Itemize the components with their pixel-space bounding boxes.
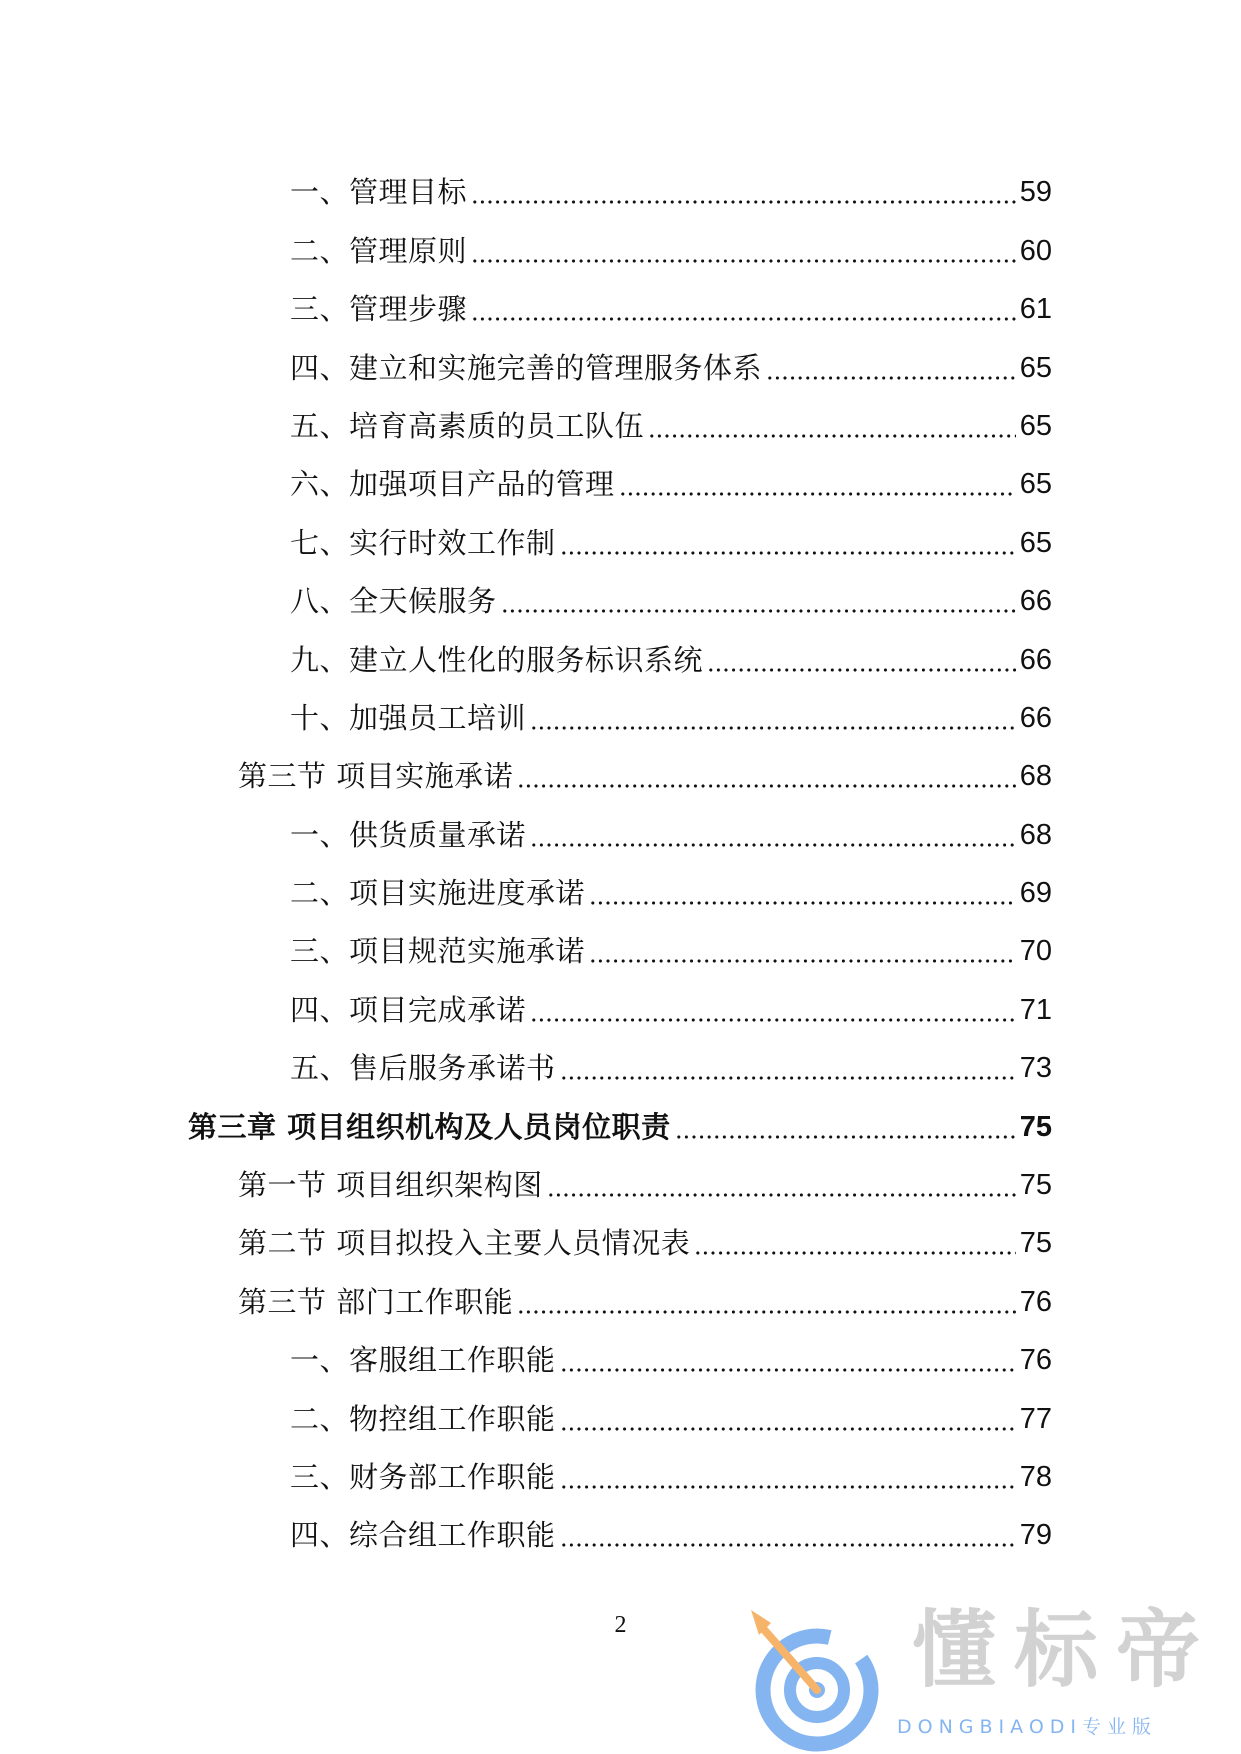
toc-entry-page: 75 <box>1019 1227 1052 1260</box>
toc-entry[interactable] <box>0 1381 1241 1439</box>
page-number: 2 <box>614 1612 627 1638</box>
toc-entry-title: 三、项目规范实施承诺 <box>290 934 586 969</box>
toc-entry-title: 二、管理原则 <box>290 233 468 268</box>
target-arrow-icon <box>745 1590 895 1754</box>
toc-entry-title: 第三章 项目组织机构及人员岗位职责 <box>188 1109 671 1144</box>
toc-entry-title: 四、综合组工作职能 <box>290 1518 556 1553</box>
toc-entry-page: 65 <box>1019 351 1052 384</box>
toc-entry[interactable] <box>0 389 1241 447</box>
toc-dot-leader <box>530 726 1016 730</box>
toc-entry[interactable] <box>0 1440 1241 1498</box>
toc-entry[interactable] <box>0 505 1241 563</box>
toc-entry[interactable] <box>0 1264 1241 1322</box>
toc-entry-page: 66 <box>1019 585 1052 618</box>
toc-entry-title: 五、售后服务承诺书 <box>290 1051 556 1086</box>
toc-entry-page: 73 <box>1019 1052 1052 1085</box>
watermark <box>745 1590 1241 1754</box>
toc-entry[interactable] <box>0 272 1241 330</box>
toc-dot-leader <box>589 959 1016 963</box>
toc-dot-leader <box>517 1310 1016 1314</box>
toc-entry[interactable] <box>0 797 1241 855</box>
toc-dot-leader <box>560 1485 1016 1489</box>
toc-dot-leader <box>707 668 1016 672</box>
toc-entry[interactable] <box>0 1206 1241 1264</box>
toc-entry-page: 65 <box>1019 526 1052 559</box>
toc-dot-leader <box>766 376 1016 380</box>
toc-entry[interactable] <box>0 155 1241 213</box>
toc-entry-page: 71 <box>1019 993 1052 1026</box>
toc-entry-title: 四、项目完成承诺 <box>290 992 527 1027</box>
toc-entry-page: 66 <box>1019 701 1052 734</box>
toc-entry[interactable] <box>0 972 1241 1030</box>
toc-entry-title: 第二节 项目拟投入主要人员情况表 <box>238 1226 691 1261</box>
toc-dot-leader <box>471 200 1016 204</box>
toc-entry-page: 75 <box>1019 1110 1052 1143</box>
toc-entry-title: 三、管理步骤 <box>290 292 468 327</box>
toc-entry-title: 一、供货质量承诺 <box>290 817 527 852</box>
toc-entry[interactable] <box>0 681 1241 739</box>
toc-dot-leader <box>694 1251 1016 1255</box>
toc-dot-leader <box>530 1018 1016 1022</box>
toc-entry[interactable] <box>0 622 1241 680</box>
toc-entry-page: 76 <box>1019 1285 1052 1318</box>
toc-entry-page: 68 <box>1019 818 1052 851</box>
watermark-tagline: DONGBIAODI专业版 <box>897 1716 1158 1738</box>
toc-entry-page: 79 <box>1019 1519 1052 1552</box>
toc-entry[interactable] <box>0 856 1241 914</box>
toc-entry-page: 69 <box>1019 877 1052 910</box>
toc-entry-title: 四、建立和实施完善的管理服务体系 <box>290 350 763 385</box>
toc-entry[interactable] <box>0 914 1241 972</box>
toc-entry-page: 77 <box>1019 1402 1052 1435</box>
toc-entry[interactable] <box>0 1089 1241 1147</box>
toc-dot-leader <box>517 784 1016 788</box>
toc-entry-title: 一、客服组工作职能 <box>290 1343 556 1378</box>
toc-entry-title: 第三节 部门工作职能 <box>238 1284 514 1319</box>
toc-entry-title: 七、实行时效工作制 <box>290 525 556 560</box>
toc-dot-leader <box>648 434 1016 438</box>
toc-entry-title: 九、建立人性化的服务标识系统 <box>290 642 704 677</box>
toc-entry-page: 60 <box>1019 234 1052 267</box>
toc-entry[interactable] <box>0 1498 1241 1556</box>
toc-entry-title: 十、加强员工培训 <box>290 700 527 735</box>
toc-entry-title: 二、物控组工作职能 <box>290 1401 556 1436</box>
toc-dot-leader <box>560 1368 1016 1372</box>
toc-dot-leader <box>619 492 1016 496</box>
toc-entry-title: 一、管理目标 <box>290 175 468 210</box>
toc-dot-leader <box>471 317 1016 321</box>
toc-dot-leader <box>560 1427 1016 1431</box>
toc-entry[interactable] <box>0 213 1241 271</box>
toc-entry-page: 78 <box>1019 1460 1052 1493</box>
toc-entry[interactable] <box>0 1148 1241 1206</box>
toc-entry-page: 61 <box>1019 293 1052 326</box>
toc-entry-page: 70 <box>1019 935 1052 968</box>
toc-entry-page: 65 <box>1019 409 1052 442</box>
watermark-brand-name: 懂标帝 <box>911 1601 1218 1699</box>
toc-dot-leader <box>560 1543 1016 1547</box>
toc-dot-leader <box>501 609 1016 613</box>
table-of-contents <box>0 155 1241 1556</box>
toc-entry-title: 第三节 项目实施承诺 <box>238 759 514 794</box>
toc-entry[interactable] <box>0 1323 1241 1381</box>
toc-dot-leader <box>560 551 1016 555</box>
toc-entry[interactable] <box>0 330 1241 388</box>
toc-entry[interactable] <box>0 1031 1241 1089</box>
toc-entry-title: 二、项目实施进度承诺 <box>290 876 586 911</box>
toc-dot-leader <box>547 1193 1016 1197</box>
toc-entry[interactable] <box>0 447 1241 505</box>
toc-entry-page: 75 <box>1019 1169 1052 1202</box>
toc-entry-title: 三、财务部工作职能 <box>290 1459 556 1494</box>
toc-dot-leader <box>560 1076 1016 1080</box>
toc-entry-title: 六、加强项目产品的管理 <box>290 467 615 502</box>
toc-dot-leader <box>530 843 1016 847</box>
toc-dot-leader <box>471 259 1016 263</box>
toc-entry-title: 五、培育高素质的员工队伍 <box>290 408 645 443</box>
toc-dot-leader <box>589 901 1016 905</box>
toc-entry-page: 76 <box>1019 1344 1052 1377</box>
toc-entry-page: 68 <box>1019 760 1052 793</box>
toc-entry-page: 65 <box>1019 468 1052 501</box>
toc-entry-title: 第一节 项目组织架构图 <box>238 1168 543 1203</box>
toc-entry[interactable] <box>0 739 1241 797</box>
toc-entry-page: 59 <box>1019 176 1052 209</box>
toc-entry-page: 66 <box>1019 643 1052 676</box>
toc-dot-leader <box>675 1135 1016 1139</box>
toc-entry-title: 八、全天候服务 <box>290 584 497 619</box>
toc-entry[interactable] <box>0 564 1241 622</box>
